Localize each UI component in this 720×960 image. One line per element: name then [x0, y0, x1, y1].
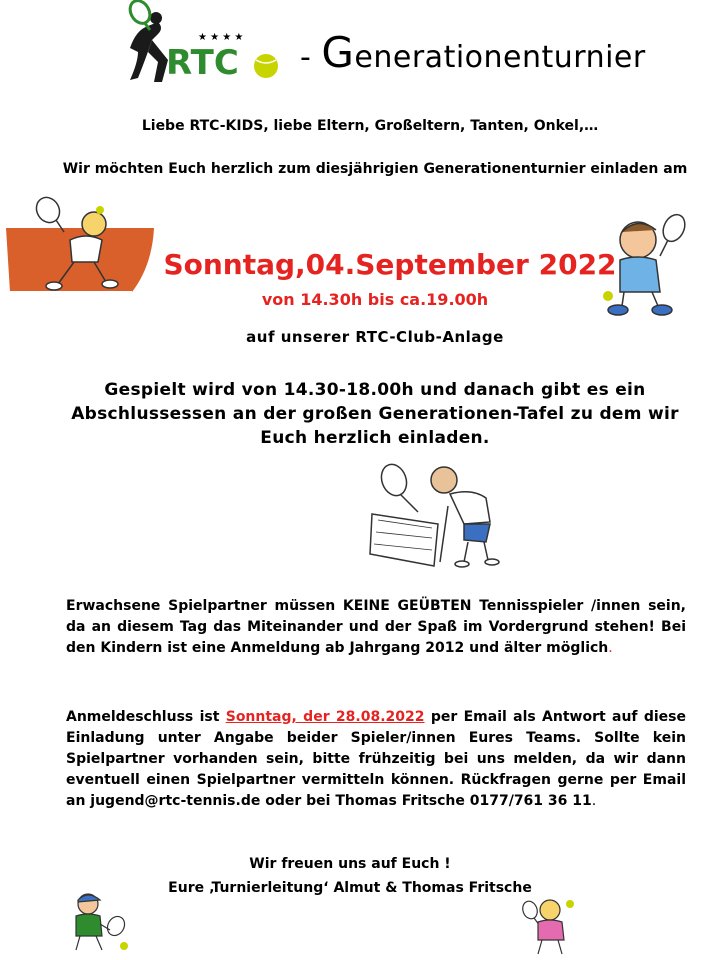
- registration-dot: .: [591, 793, 597, 809]
- registration-intro: Anmeldeschluss ist: [66, 709, 226, 725]
- old-man-with-cane-illustration: [368, 458, 508, 570]
- child-player-bottom-left-illustration: [64, 890, 134, 956]
- logo-tennis-player-icon: [126, 0, 168, 82]
- registration-details: per Email als Antwort auf diese Einladung unter Angabe beider Spieler/innen Eures Teams. Sollte kein Spielpartner vorhanden sein, bitte frühzeitig bei uns melden, da wir dann eventuell einen Spielpartner vermitteln können. Rückfragen gerne per Email an jugend@rtc-tennis.de oder bei Thomas Fritsche 0177/761 36 11: [66, 709, 687, 809]
- logo-text: RTC: [166, 43, 239, 83]
- title-first-letter: G: [321, 28, 355, 77]
- closing: [110, 852, 590, 900]
- logo-stars: ★ ★ ★ ★: [198, 32, 244, 43]
- registration-deadline: Sonntag, der 28.08.2022: [225, 709, 425, 725]
- title-rest: enerationenturnier: [354, 40, 646, 75]
- event-date: Sonntag,04.September 2022: [163, 248, 617, 281]
- paragraph-partners: [66, 596, 686, 659]
- girl-player-bottom-right-illustration: [516, 896, 580, 958]
- closing-line-2: Eure ‚Turnierleitung‘ Almut & Thomas Fritsche: [168, 880, 532, 896]
- logo-ball-icon: [254, 54, 278, 78]
- program-text: Gespielt wird von 14.30-18.00h und danach gibt es ein Abschlussessen an der großen Generationen-Tafel zu dem wir Euch herzlich einladen.: [71, 380, 679, 448]
- greeting: Liebe RTC-KIDS, liebe Eltern, Großeltern, Tanten, Onkel,…: [141, 118, 599, 134]
- title-dash: -: [300, 40, 322, 75]
- clay-court-child-illustration: [6, 196, 156, 302]
- rtc-logo: [108, 0, 288, 90]
- event-time: von 14.30h bis ca.19.00h: [261, 290, 489, 309]
- paragraph-registration: [66, 707, 686, 812]
- closing-line-1: Wir freuen uns auf Euch !: [249, 856, 451, 872]
- event-location: auf unserer RTC-Club-Anlage: [246, 328, 504, 346]
- invite-text: Wir möchten Euch herzlich zum diesjährigien Generationenturnier einladen am: [62, 161, 688, 177]
- paragraph-partners-dot: .: [608, 640, 613, 656]
- paragraph-partners-text: Erwachsene Spielpartner müssen KEINE GEÜBTEN Tennisspieler /innen sein, da an diesem Tag das Miteinander und der Spaß im Vordergrund stehen! Bei den Kindern ist eine Anmeldung ab Jahrgang 2012 und älter möglich: [66, 598, 686, 656]
- page-title: [300, 28, 700, 77]
